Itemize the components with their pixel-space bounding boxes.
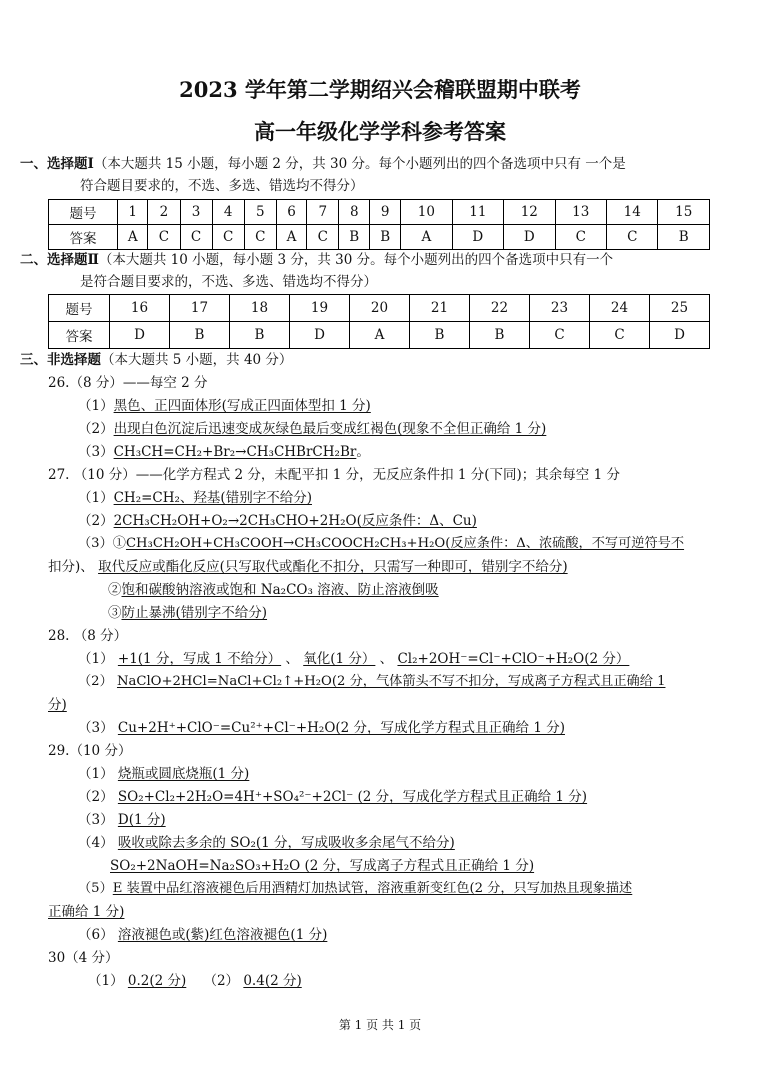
q29-answer-5-cont: 正确给 1 分): [48, 904, 125, 920]
q29-heading: 29.（10 分）: [48, 743, 132, 759]
answer-cell: C: [307, 225, 339, 250]
answer-table-2: [48, 294, 710, 349]
q26-answer-1: （1）黑色、正四面体形(写成正四面体型扣 1 分): [78, 398, 371, 414]
page-title: 2023 学年第二学期绍兴会稽联盟期中联考: [179, 77, 581, 102]
q28-heading: 28. （8 分）: [48, 628, 128, 644]
question-number: 9: [370, 200, 401, 225]
answer-cell: B: [410, 322, 470, 349]
q26-answer-3: （3）CH₃CH=CH₂+Br₂→CH₃CHBrCH₂Br。: [78, 444, 370, 460]
answer-table-1: [48, 199, 710, 250]
q29-answer-1: （1） 烧瓶或圆底烧瓶(1 分): [78, 766, 250, 782]
q28-answer-3: （3） Cu+2H⁺+ClO⁻=Cu²⁺+Cl⁻+H₂O(2 分，写成化学方程式且正确给 1 分): [78, 720, 565, 736]
answer-cell: C: [244, 225, 276, 250]
section2-desc: 二、选择题Ⅱ（本大题共 10 小题，每小题 3 分，共 30 分。每个小题列出的四个备选项中只有一个: [20, 252, 614, 268]
question-number: 20: [350, 295, 410, 322]
question-number: 8: [339, 200, 370, 225]
answer-cell: A: [350, 322, 410, 349]
q27-answer-1: （1）CH₂=CH₂、羟基(错别字不给分): [78, 490, 312, 506]
answer-cell: C: [590, 322, 650, 349]
section3-heading: 三、非选择题: [20, 352, 101, 368]
answer-cell: C: [148, 225, 180, 250]
row-label: 题号: [49, 200, 118, 225]
q27-answer-3: （3）①CH₃CH₂OH+CH₃COOH→CH₃COOCH₂CH₃+H₂O(反应条件：Δ、浓硫酸，不写可逆符号不: [78, 536, 685, 551]
section3-desc: 三、非选择题（本大题共 5 小题，共 40 分）: [20, 352, 293, 368]
answer-cell: C: [607, 225, 658, 250]
section1-desc-cont: 符合题目要求的，不选、多选、错选均不得分）: [80, 178, 364, 194]
q30-heading: 30（4 分）: [48, 950, 119, 966]
table-row: [49, 225, 710, 250]
q29-answer-3: （3） D(1 分): [78, 812, 166, 828]
answer-cell: C: [555, 225, 606, 250]
question-number: 2: [148, 200, 180, 225]
q29-answer-4-cont: SO₂+2NaOH=Na₂SO₃+H₂O (2 分，写成离子方程式且正确给 1 分): [110, 858, 535, 874]
answer-cell: B: [230, 322, 290, 349]
answer-cell: B: [170, 322, 230, 349]
q29-answer-2: （2） SO₂+Cl₂+2H₂O=4H⁺+SO₄²⁻+2Cl⁻ (2 分，写成化学方程式且正确给 1 分): [78, 789, 588, 805]
page-footer: 第 1 页 共 1 页: [338, 1018, 422, 1032]
q27-answer-3-part3: ③防止暴沸(错别字不给分): [108, 605, 268, 621]
question-number: 1: [118, 200, 148, 225]
q28-answer-2-cont: 分): [48, 697, 67, 713]
q27-heading: 27. （10 分）——化学方程式 2 分，未配平扣 1 分，无反应条件扣 1 分(下同)；其余每空 1 分: [48, 467, 620, 483]
answer-cell: C: [212, 225, 244, 250]
question-number: 7: [307, 200, 339, 225]
answer-cell: B: [339, 225, 370, 250]
question-number: 14: [607, 200, 658, 225]
section2-heading: 二、选择题Ⅱ: [20, 252, 99, 268]
question-number: 17: [170, 295, 230, 322]
answer-cell: C: [180, 225, 212, 250]
question-number: 15: [658, 200, 710, 225]
answer-cell: B: [658, 225, 710, 250]
q27-answer-2: （2）2CH₃CH₂OH+O₂→2CH₃CHO+2H₂O(反应条件：Δ、Cu): [78, 513, 477, 529]
question-number: 3: [180, 200, 212, 225]
question-number: 18: [230, 295, 290, 322]
q26-answer-2: （2）出现白色沉淀后迅速变成灰绿色最后变成红褐色(现象不全但正确给 1 分): [78, 421, 547, 437]
question-number: 13: [555, 200, 606, 225]
section1-desc: 一、选择题Ⅰ（本大题共 15 小题，每小题 2 分，共 30 分。每个小题列出的四个备选项中只有 一个是: [20, 156, 626, 172]
page-subtitle: 高一年级化学学科参考答案: [254, 119, 506, 144]
question-number: 19: [290, 295, 350, 322]
question-number: 23: [530, 295, 590, 322]
q28-answer-2: （2） NaClO+2HCl=NaCl+Cl₂↑+H₂O(2 分，气体箭头不写不扣分，写成离子方程式且正确给 1: [78, 674, 666, 689]
question-number: 25: [650, 295, 710, 322]
answer-cell: B: [370, 225, 401, 250]
question-number: 5: [244, 200, 276, 225]
table-row: [49, 322, 710, 349]
q26-heading: 26.（8 分）——每空 2 分: [48, 375, 208, 391]
q29-answer-4: （4） 吸收或除去多余的 SO₂(1 分，写成吸收多余尾气不给分): [78, 835, 455, 851]
answer-cell: C: [530, 322, 590, 349]
table-row: [49, 295, 710, 322]
question-number: 12: [504, 200, 555, 225]
answer-cell: B: [470, 322, 530, 349]
question-number: 22: [470, 295, 530, 322]
question-number: 10: [401, 200, 452, 225]
answer-cell: D: [452, 225, 503, 250]
question-number: 6: [276, 200, 306, 225]
table-row: [49, 200, 710, 225]
q29-answer-5: （5）E 装置中品红溶液褪色后用酒精灯加热试管，溶液重新变红色(2 分，只写加热且现象描述: [78, 881, 633, 896]
section1-heading: 一、选择题Ⅰ: [20, 156, 94, 172]
q28-answer-1: （1） +1(1 分，写成 1 不给分） 、 氧化(1 分） 、 Cl₂+2OH⁻=Cl⁻+ClO⁻+H₂O(2 分）: [78, 651, 630, 667]
q27-answer-3-cont: 扣分)、 取代反应或酯化反应(只写取代或酯化不扣分，只需写一种即可，错别字不给分): [48, 559, 568, 575]
answer-cell: A: [118, 225, 148, 250]
question-number: 16: [110, 295, 170, 322]
row-label: 答案: [49, 322, 110, 349]
question-number: 24: [590, 295, 650, 322]
q30-answers: （1） 0.2(2 分) （2） 0.4(2 分): [88, 973, 302, 989]
answer-cell: D: [504, 225, 555, 250]
row-label: 题号: [49, 295, 110, 322]
answer-cell: D: [650, 322, 710, 349]
q27-answer-3-part2: ②饱和碳酸钠溶液或饱和 Na₂CO₃ 溶液、防止溶液倒吸: [108, 582, 439, 598]
section2-desc-cont: 是符合题目要求的，不选、多选、错选均不得分）: [80, 274, 377, 290]
row-label: 答案: [49, 225, 118, 250]
question-number: 21: [410, 295, 470, 322]
answer-cell: D: [110, 322, 170, 349]
answer-cell: D: [290, 322, 350, 349]
answer-cell: A: [401, 225, 452, 250]
question-number: 11: [452, 200, 503, 225]
answer-cell: A: [276, 225, 306, 250]
question-number: 4: [212, 200, 244, 225]
q29-answer-6: （6） 溶液褪色或(紫)红色溶液褪色(1 分): [78, 927, 328, 943]
